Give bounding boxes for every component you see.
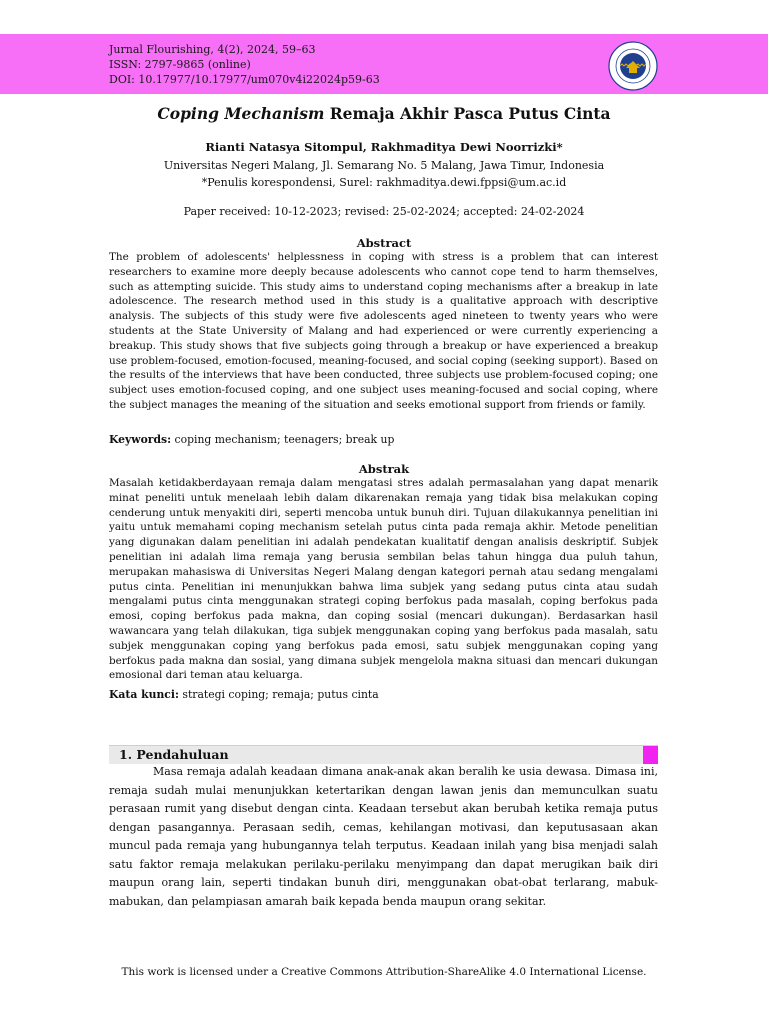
paper-title-italic: Coping Mechanism <box>157 104 325 123</box>
affiliation: Universitas Negeri Malang, Jl. Semarang No. 5 Malang, Jawa Timur, Indonesia <box>163 159 605 172</box>
journal-info <box>109 42 380 87</box>
section-header <box>109 745 658 764</box>
correspondence: *Penulis korespondensi, Surel: rakhmaditya.dewi.fppsi@um.ac.id <box>201 176 567 189</box>
journal-doi: DOI: 10.17977/10.17977/um070v4i22024p59-63 <box>109 73 380 86</box>
kata-kunci-label: Kata kunci: <box>109 688 179 701</box>
kata-kunci-value: strategi coping; remaja; putus cinta <box>182 688 379 701</box>
paper-authors: Rianti Natasya Sitompul, Rakhmaditya Dewi Noorrizki* <box>205 140 563 154</box>
section-accent-marker <box>643 746 658 764</box>
keywords-label: Keywords: <box>109 433 172 446</box>
abstract-heading: Abstract <box>356 236 412 250</box>
kata-kunci <box>109 688 658 701</box>
abstract-text: The problem of adolescents' helplessness in coping with stress is a problem that can interest researchers to examine more deeply because adolescents who cannot cope tend to harm themselves, such as attempting suicide. This study aims to understand coping mechanisms after a breakup in late adolescence. The research method used in this study is a qualitative approach with descriptive analysis. The subjects of this study were five adolescents aged nineteen to twenty years who were students at the State University of Malang and had experienced or were currently experiencing a breakup. This study shows that five subjects going through a breakup or have experienced a breakup use problem-focused, emotion-focused, meaning-focused, and social coping (seeking support). Based on the results of the interviews that have been conducted, three subjects use problem-focused coping; one subject uses emotion-focused coping, and one subject uses meaning-focused and social coping, where the subject manages the meaning of the situation and seeks emotional support from friends or family. <box>109 251 658 411</box>
journal-issn: ISSN: 2797-9865 (online) <box>109 58 251 71</box>
introduction-paragraph: Masa remaja adalah keadaan dimana anak-anak akan beralih ke usia dewasa. Dimasa ini, remaja sudah mulai menunjukkan ketertarikan dengan lawan jenis dan memunculkan suatu perasaan rumit yang disebut dengan cinta. Keadaan tersebut akan berubah ketika remaja putus dengan pasangannya. Perasaan sedih, cemas, kehilangan motivasi, dan keputusasaan akan muncul pada remaja yang hubungannya telah terputus. Keadaan inilah yang bisa menjadi salah satu faktor remaja melakukan perilaku-perilaku menyimpang dan dapat merugikan baik diri maupun orang lain, seperti tindakan bunuh diri, menggunakan obat-obat terlarang, mabuk-mabukan, dan pelampiasan amarah baik kepada benda maupun orang sekitar. <box>109 765 658 908</box>
license-footer: This work is licensed under a Creative Commons Attribution-ShareAlike 4.0 International License. <box>121 966 647 978</box>
affiliation-block <box>0 157 768 191</box>
keywords <box>109 433 658 446</box>
journal-citation: Jurnal Flourishing, 4(2), 2024, 59–63 <box>109 43 316 56</box>
section-title <box>119 747 229 762</box>
paper-dates: Paper received: 10-12-2023; revised: 25-02-2024; accepted: 24-02-2024 <box>183 205 585 218</box>
abstrak-text: Masalah ketidakberdayaan remaja dalam mengatasi stres adalah permasalahan yang dapat menarik minat peneliti untuk menelaah lebih dalam dikarenakan remaja yang tidak bisa melakukan coping cenderung untuk menyakiti diri, seperti mencoba untuk bunuh diri. Tujuan dilakukannya penelitian ini yaitu untuk memahami coping mechanism setelah putus cinta pada remaja akhir. Metode penelitian yang digunakan dalam penelitian ini adalah pendekatan kualitatif dengan analisis deskriptif. Subjek penelitian ini adalah lima remaja yang berusia sembilan belas tahun hingga dua puluh tahun, merupakan mahasiswa di Universitas Negeri Malang dengan kategori pernah atau sedang mengalami putus cinta. Penelitian ini menunjukkan bahwa lima subjek yang sedang putus cinta atau sudah mengalami putus cinta menggunakan strategi coping berfokus pada masalah, coping berfokus pada emosi, coping berfokus pada makna, dan coping sosial (mencari dukungan). Berdasarkan hasil wawancara yang telah dilakukan, tiga subjek menggunakan coping yang berfokus pada masalah, satu subjek menggunakan coping yang berfokus pada emosi, satu subjek menggunakan coping yang berfokus pada makna dan sosial, yang dimana subjek mengelola makna situasi dan mencari dukungan emosional dari teman atau keluarga. <box>109 477 658 682</box>
section-number: 1. <box>119 747 133 762</box>
paper-title-rest: Remaja Akhir Pasca Putus Cinta <box>324 104 611 123</box>
paper-title <box>0 104 768 123</box>
keywords-value: coping mechanism; teenagers; break up <box>174 433 395 446</box>
university-seal-icon <box>608 41 658 91</box>
section-title-text: Pendahuluan <box>136 747 229 762</box>
abstrak-heading: Abstrak <box>358 462 410 476</box>
